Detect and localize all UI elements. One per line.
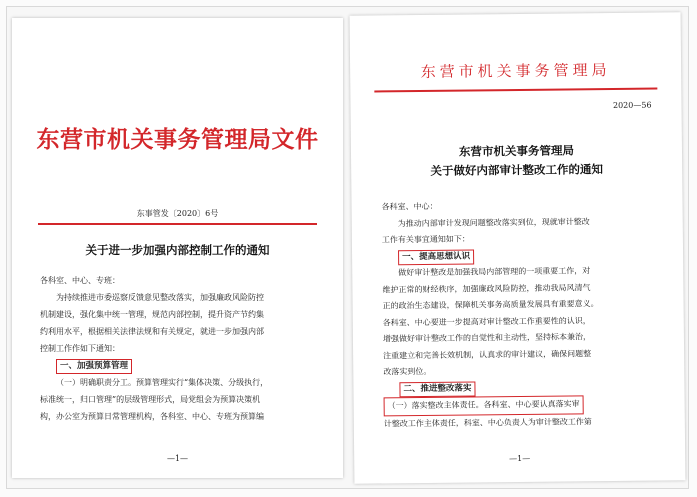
right-page-number: —1— (509, 453, 531, 464)
left-doc-number: 东事管发〔2020〕6号 (136, 209, 219, 218)
right-body (381, 197, 599, 432)
right-paragraph-2-line: 维护正常的财经秩序，加强廉政风险防控，推动我局风清气 (382, 282, 591, 294)
left-item-1-line: （一）明确职责分工。预算管理实行“集体决策、分级执行， (56, 378, 269, 387)
left-section-1-heading: 一、加强预算管理 (56, 359, 132, 374)
right-item-1-line: 计整改工作主体责任，科室、中心负责人为审计整改工作第 (383, 416, 592, 428)
left-paragraph-1-line: 机制建设，强化集中统一管理，规范内部控制，提升资产节约集 (40, 310, 264, 319)
right-paragraph-2-line: 注重建立和完善长效机制，认真求的审计建议，确保问题整 (383, 348, 592, 360)
left-salutation: 各科室、中心、专班： (40, 276, 120, 285)
right-paragraph-2-line: 改落实到位。 (383, 366, 432, 377)
right-title-line-1: 东营市机关事务管理局 (458, 143, 575, 159)
right-section-2-heading: 二、推进整改落实 (399, 381, 475, 397)
left-page-number: —1— (166, 454, 189, 463)
right-title-line-2: 关于做好内部审计整改工作的通知 (430, 162, 604, 178)
left-doc-title: 关于进一步加强内部控制工作的通知 (85, 243, 270, 257)
right-paragraph-2-line: 各科室、中心要进一步提高对审计整改工作重要性的认识， (382, 315, 591, 327)
right-document-page (350, 12, 686, 483)
right-paragraph-2-line: 正的政治生态建设，保障机关事务高质量发展具有重要意义。 (382, 299, 599, 311)
right-red-header: 东营市机关事务管理局 (420, 61, 611, 82)
left-red-rule (38, 223, 317, 225)
right-paragraph-2-line: 增强做好审计整改工作的自觉性和主动性，坚持标本兼治， (382, 332, 591, 344)
left-item-1-line: 构，办公室为预算日常管理机构，各科室、中心、专班为预算编 (40, 412, 264, 421)
left-paragraph-1-line: 约利用水平，根据相关法律法规和有关规定，就进一步加强内部 (40, 327, 264, 336)
right-red-rule (374, 88, 657, 93)
right-paragraph-1-line: 为推动内部审计发现问题整改落实到位，现就审计整改 (397, 216, 590, 228)
left-item-1-line: 标准统一，归口管理”的层级管理形式，局党组会为预算决策机 (40, 395, 261, 404)
right-paragraph-1-line: 工作有关事宜通知如下： (381, 234, 470, 245)
right-item-1-line: （一）落实整改主体责任。各科室、中心要认真落实审 (384, 395, 584, 416)
left-red-header: 东营市机关事务管理局文件 (36, 126, 319, 153)
right-section-1-heading: 一、提高思想认识 (398, 249, 474, 265)
left-paragraph-1-line: 为持续推进市委巡察反馈意见整改落实，加强廉政风险防控 (56, 293, 264, 302)
right-doc-number: 2020—56 (612, 100, 652, 110)
right-salutation: 各科室、中心： (381, 201, 438, 212)
right-paragraph-2-line: 做好审计整改是加强我局内部管理的一项重要工作，对 (398, 266, 591, 278)
left-paragraph-1-line: 控制工作作如下通知： (40, 344, 120, 353)
left-body (40, 272, 268, 425)
left-document-page (12, 18, 343, 478)
right-doc-title (351, 140, 682, 181)
